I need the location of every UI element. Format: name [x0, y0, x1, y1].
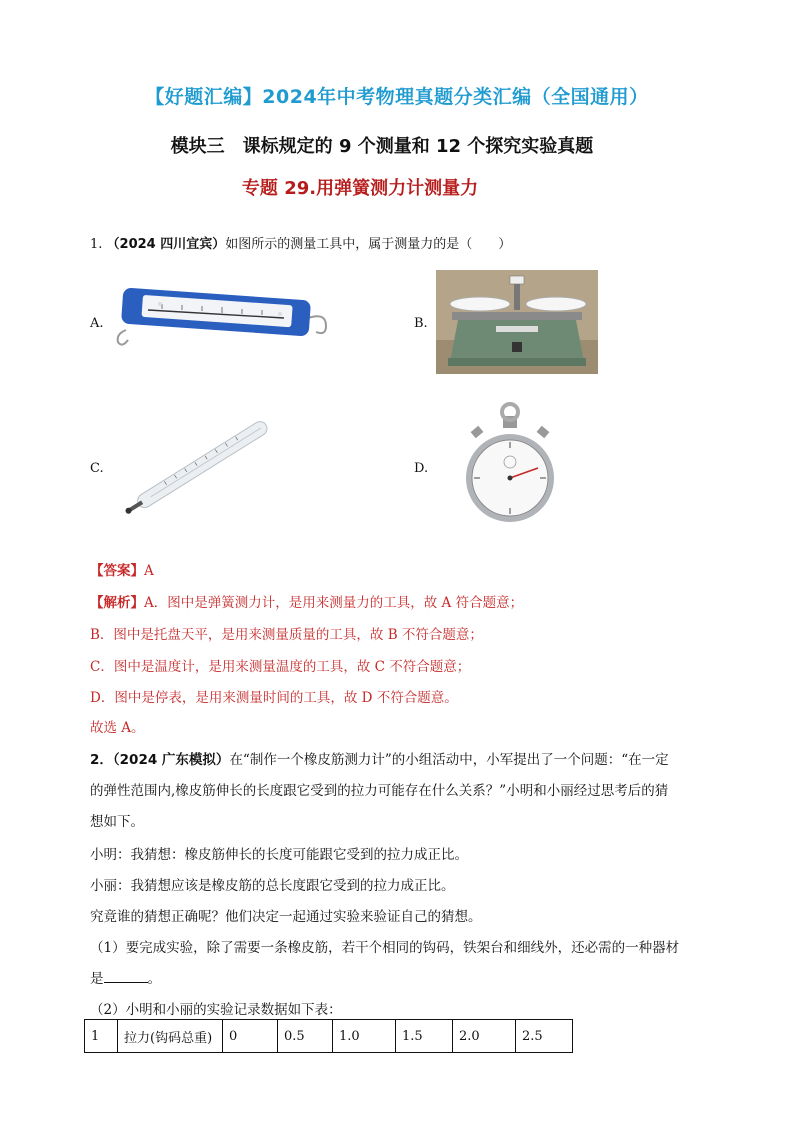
table-cell: 2.0: [453, 1020, 516, 1053]
sub-question-1: （1）要完成实验，除了需要一条橡皮筋，若干个相同的钩码，铁架台和细线外，还必需的一种器材: [90, 940, 680, 956]
xiaoli-guess: 小丽：我猜想应该是橡皮筋的总长度跟它受到的拉力成正比。: [90, 878, 455, 894]
data-table: [84, 1019, 573, 1053]
spring-scale-icon: [112, 282, 334, 350]
analysis-text: A．图中是弹簧测力计，是用来测量力的工具，故 A 符合题意；: [144, 595, 524, 611]
answer-line: [90, 559, 154, 579]
thermometer-icon: [122, 418, 284, 514]
tray-balance-icon: [436, 270, 598, 374]
analysis-heading: 【解析】: [90, 595, 144, 611]
option-b-label: B.: [414, 316, 428, 331]
answer-blank[interactable]: [104, 970, 148, 983]
table-cell: 拉力(钩码总重): [118, 1020, 223, 1053]
question-text: 如图所示的测量工具中，属于测量力的是（ ）: [225, 237, 512, 252]
answer-value: A: [144, 563, 154, 579]
option-d-label: D.: [414, 461, 429, 476]
analysis-line-b: B．图中是托盘天平，是用来测量质量的工具，故 B 不符合题意；: [90, 627, 483, 643]
xiaoming-guess: 小明：我猜想：橡皮筋伸长的长度可能跟它受到的拉力成正比。: [90, 847, 468, 863]
analysis-line-c: C．图中是温度计，是用来测量温度的工具，故 C 不符合题意；: [90, 659, 471, 675]
sub-question-1-cont: [90, 967, 161, 987]
table-cell: 1.0: [333, 1020, 396, 1053]
sub-question-1-end: 。: [147, 971, 161, 987]
conclusion-line: 故选 A。: [90, 720, 145, 736]
answer-heading: 【答案】: [90, 563, 144, 579]
document-title: 【好题汇编】2024年中考物理真题分类汇编（全国通用）: [145, 86, 649, 108]
question-1-stem: [90, 238, 511, 251]
question-2-source: （2024 广东模拟）: [112, 752, 230, 768]
table-row: [85, 1020, 573, 1053]
question-2-line-1: [90, 748, 669, 768]
table-cell: 2.5: [516, 1020, 573, 1053]
sub-question-1-text: 是: [90, 971, 104, 987]
option-a-label: A.: [90, 316, 104, 331]
topic-title: 专题 29.用弹簧测力计测量力: [241, 178, 479, 199]
table-cell: 1.5: [396, 1020, 453, 1053]
question-2-line-3: 想如下。: [90, 814, 144, 830]
stopwatch-icon: [460, 402, 560, 526]
analysis-line-d: D．图中是停表，是用来测量时间的工具，故 D 不符合题意。: [90, 690, 458, 706]
module-title: 模块三 课标规定的 9 个测量和 12 个探究实验真题: [170, 136, 594, 157]
sub-question-2: （2）小明和小丽的实验记录数据如下表：: [90, 1002, 342, 1018]
option-c-label: C.: [90, 461, 104, 476]
question-2-line-2: 的弹性范围内,橡皮筋伸长的长度跟它受到的拉力可能存在什么关系？”小明和小丽经过思考后的猜: [90, 783, 669, 799]
question-2-number: 2．: [90, 752, 113, 768]
question-2-text: 在“制作一个橡皮筋测力计”的小组活动中，小军提出了一个问题：“在一定: [229, 752, 669, 768]
question-source: （2024 四川宜宾）: [106, 237, 226, 252]
analysis-line-a: [90, 591, 523, 611]
question-2-line-6: 究竟谁的猜想正确呢？他们决定一起通过实验来验证自己的猜想。: [90, 909, 482, 925]
question-number: 1.: [90, 237, 103, 252]
table-cell: 1: [85, 1020, 118, 1053]
table-cell: 0.5: [278, 1020, 333, 1053]
table-cell: 0: [223, 1020, 278, 1053]
